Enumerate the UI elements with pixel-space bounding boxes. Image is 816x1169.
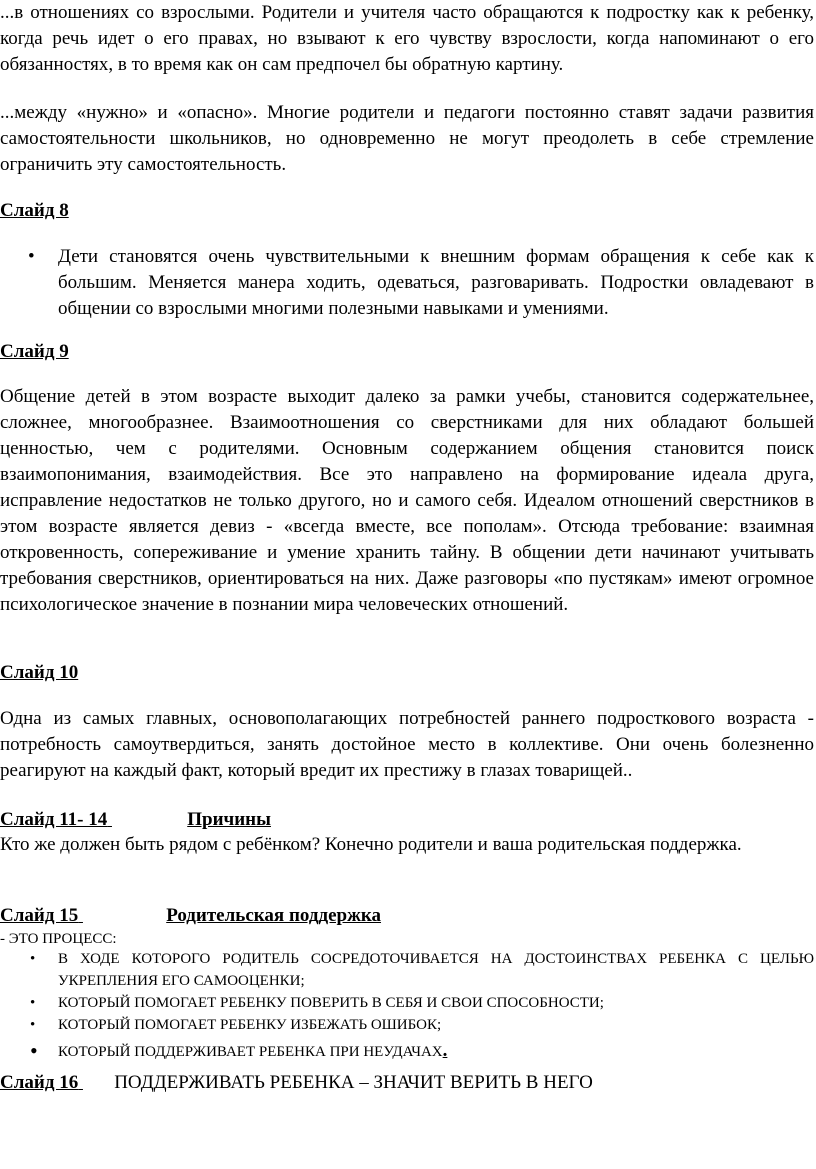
heading-tab-gap [107, 807, 187, 833]
slide-8-bullet-text: Дети становятся очень чувствительными к внешним формам обращения к себе как к большим. Меняется манера ходить, одеваться, разговаривать. Подростки овладевают в общении со взрослыми многими полезными навыками и умениями. [58, 246, 814, 319]
paragraph-intro-1: ...в отношениях со взрослыми. Родители и учителя часто обращаются к подростку как к ребенку, когда речь идет о его правах, но взывают к его чувству взрослости, когда напоминают о его обязанностях, в то время как он сам предпочел бы обратную картину. [0, 2, 814, 75]
slide-10-heading-label: Слайд 10 [0, 662, 79, 683]
slide-15-intro: - ЭТО ПРОЦЕСС: [0, 931, 117, 947]
heading-tab-gap [78, 903, 166, 929]
list-item [0, 1014, 816, 1036]
bullet-icon: • [30, 995, 36, 1011]
paragraph-intro-2: ...между «нужно» и «опасно». Многие родители и педагоги постоянно ставят задачи развития самостоятельности школьников, но одновременно не могут преодолеть в себе стремление ограничить эту самостоятельность. [0, 102, 814, 175]
slide-15-last-mark: . [442, 1040, 448, 1061]
bullet-icon: • [30, 1038, 38, 1063]
slide-16-line [0, 1070, 593, 1096]
slide-15-bullet-text: В ХОДЕ КОТОРОГО РОДИТЕЛЬ СОСРЕДОТОЧИВАЕТСЯ НА ДОСТОИНСТВАХ РЕБЕНКА С ЦЕЛЬЮ УКРЕПЛЕНИЯ ЕГО САМООЦЕНКИ; [58, 951, 814, 989]
slide-10-heading [0, 660, 78, 686]
bullet-icon: • [28, 246, 35, 267]
slide-9-heading [0, 339, 69, 365]
slide-11-14-title: Причины [187, 809, 271, 830]
slide-9-text: Общение детей в этом возрасте выходит далеко за рамки учебы, становится содержательнее, сложнее, многообразнее. Взаимоотношения со сверстниками для них обладают большей ценностью, чем с родителями. Основным содержанием общения становится поиск взаимопонимания, взаимодействия. Все это направлено на формирование идеала друга, исправление недостатков не только другого, но и самого себя. Идеалом отношений сверстников в этом возрасте является девиз - «всегда вместе, все пополам». Отсюда требование: взаимная откровенность, сопереживание и умение хранить тайну. В общении дети начинают учитывать требования сверстников, ориентироваться на них. Даже разговоры «по пустякам» имеют огромное психологическое значение в познании мира человеческих отношений. [0, 386, 814, 615]
list-item [0, 1036, 816, 1067]
slide-15-bullet-list [0, 948, 816, 1067]
slide-8-heading [0, 198, 69, 224]
slide-16-text: ПОДДЕРЖИВАТЬ РЕБЕНКА – ЗНАЧИТ ВЕРИТЬ В НЕГО [114, 1072, 593, 1093]
heading-tab-gap [78, 1070, 86, 1096]
slide-15-title: Родительская поддержка [166, 905, 382, 926]
slide-8-bullet-list [0, 244, 816, 322]
slide-10-text: Одна из самых главных, основополагающих потребностей раннего подросткового возраста - потребность самоутвердиться, занять достойное место в коллективе. Они очень болезненно реагируют на каждый факт, который вредит их престижу в глазах товарищей.. [0, 708, 814, 781]
list-item [0, 948, 816, 992]
slide-11-14-heading [0, 807, 271, 833]
slide-15-heading-label: Слайд 15 [0, 905, 79, 926]
slide-15-bullet-text: КОТОРЫЙ ПОДДЕРЖИВАЕТ РЕБЕНКА ПРИ НЕУДАЧАХ [58, 1044, 443, 1060]
slide-8-heading-label: Слайд 8 [0, 200, 69, 221]
list-item [0, 244, 816, 322]
slide-15-bullet-text: КОТОРЫЙ ПОМОГАЕТ РЕБЕНКУ ПОВЕРИТЬ В СЕБЯ И СВОИ СПОСОБНОСТИ; [58, 995, 604, 1011]
slide-15-bullet-text: КОТОРЫЙ ПОМОГАЕТ РЕБЕНКУ ИЗБЕЖАТЬ ОШИБОК; [58, 1017, 442, 1033]
slide-16-heading: Слайд 16 [0, 1072, 79, 1093]
bullet-icon: • [30, 1017, 36, 1033]
slide-11-14-heading-label: Слайд 11- 14 [0, 809, 108, 830]
list-item [0, 992, 816, 1014]
slide-9-heading-label: Слайд 9 [0, 341, 69, 362]
bullet-icon: • [30, 951, 36, 967]
slide-15-heading [0, 903, 381, 929]
slide-11-14-text: Кто же должен быть рядом с ребёнком? Конечно родители и ваша родительская поддержка. [0, 834, 742, 855]
